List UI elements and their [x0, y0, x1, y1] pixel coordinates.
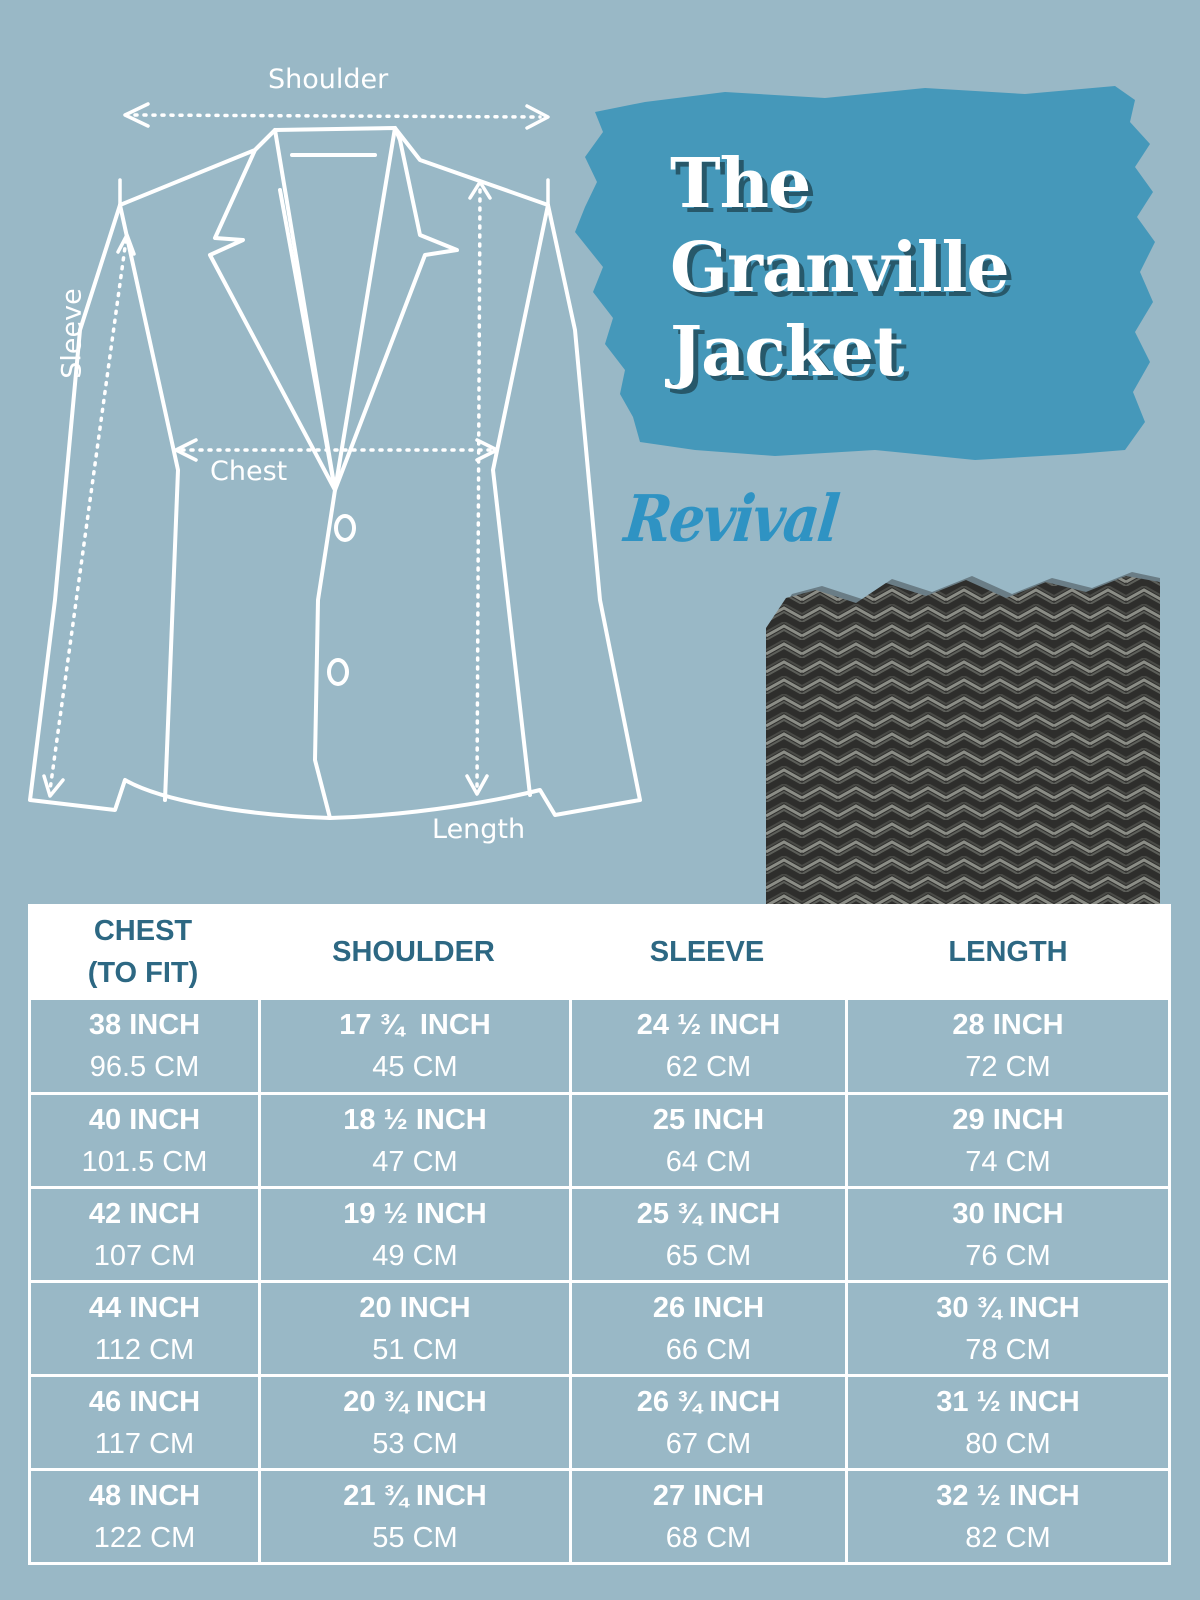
sleeve-cm-value: 65 CM	[665, 1239, 752, 1272]
shoulder-inch-value: 20 INCH	[359, 1291, 471, 1324]
sleeve-cell	[569, 1000, 845, 1092]
table-row	[31, 1468, 1168, 1562]
header-shoulder: SHOULDER	[332, 936, 495, 968]
sleeve-label: Sleeve	[56, 288, 88, 379]
chest-cell	[31, 1283, 258, 1374]
chest-cm-value: 107 CM	[93, 1239, 196, 1272]
sleeve-cm-value: 64 CM	[665, 1145, 752, 1178]
sleeve-cell	[569, 1283, 845, 1374]
header-sleeve: SLEEVE	[649, 936, 765, 968]
shoulder-cm-value: 53 CM	[372, 1427, 458, 1460]
sleeve-inch-value: 24 ½ INCH	[636, 1009, 781, 1041]
table-row	[31, 1374, 1168, 1468]
length-inch-value: 29 INCH	[952, 1103, 1064, 1136]
size-chart-table	[28, 904, 1171, 1565]
length-cm-value: 78 CM	[965, 1333, 1051, 1366]
shoulder-cell	[258, 1471, 569, 1562]
chest-label: Chest	[210, 456, 288, 487]
shoulder-inch-value: 18 ½ INCH	[343, 1103, 487, 1136]
length-cell	[845, 1000, 1168, 1092]
chest-inch-value: 38 INCH	[88, 1009, 201, 1041]
chest-inch-value: 42 INCH	[88, 1197, 201, 1230]
sleeve-cell	[569, 1377, 845, 1468]
shoulder-inch-value: 17 ¾ INCH	[339, 1009, 491, 1041]
header-length: LENGTH	[948, 936, 1068, 968]
header-chest	[28, 904, 258, 1000]
title-line-1: The	[670, 144, 811, 224]
length-cm-value: 72 CM	[965, 1051, 1051, 1083]
product-title	[670, 142, 1009, 394]
chest-cell	[31, 1471, 258, 1562]
sleeve-cm-value: 68 CM	[665, 1521, 752, 1554]
length-cell	[845, 1471, 1168, 1562]
length-cm-value: 82 CM	[965, 1521, 1051, 1554]
chest-cm-value: 101.5 CM	[81, 1145, 208, 1178]
length-cell	[845, 1377, 1168, 1468]
table-body	[28, 1000, 1171, 1565]
length-cm-value: 80 CM	[965, 1427, 1051, 1460]
sleeve-cm-value: 62 CM	[665, 1051, 752, 1083]
chest-cell	[31, 1189, 258, 1280]
shoulder-inch-value: 21 ¾ INCH	[343, 1479, 487, 1512]
shoulder-cm-value: 45 CM	[372, 1051, 458, 1083]
shoulder-cm-value: 51 CM	[372, 1333, 458, 1366]
shoulder-inch-value: 19 ½ INCH	[343, 1197, 487, 1230]
length-inch-value: 30 INCH	[952, 1197, 1064, 1230]
shoulder-cell	[258, 1283, 569, 1374]
fabric-swatch-image	[766, 568, 1160, 906]
length-inch-value: 30 ¾ INCH	[936, 1291, 1080, 1324]
sleeve-cell	[569, 1095, 845, 1186]
chest-cell	[31, 1095, 258, 1186]
length-cell	[845, 1189, 1168, 1280]
shoulder-cell	[258, 1189, 569, 1280]
brand-logo: Revival	[621, 481, 842, 557]
shoulder-cell	[258, 1000, 569, 1092]
title-line-2: Granville	[670, 228, 1009, 308]
shoulder-cell	[258, 1095, 569, 1186]
sleeve-inch-value: 25 ¾ INCH	[636, 1197, 781, 1230]
sleeve-inch-value: 26 ¾ INCH	[636, 1385, 781, 1418]
shoulder-cm-value: 49 CM	[372, 1239, 458, 1272]
shoulder-cm-value: 47 CM	[372, 1145, 458, 1178]
sleeve-cm-value: 67 CM	[665, 1427, 752, 1460]
table-header-row	[28, 904, 1171, 1000]
sleeve-cell	[569, 1189, 845, 1280]
chest-inch-value: 40 INCH	[88, 1103, 201, 1136]
sleeve-cell	[569, 1471, 845, 1562]
length-cm-value: 76 CM	[965, 1239, 1051, 1272]
shoulder-inch-value: 20 ¾ INCH	[343, 1385, 487, 1418]
table-row	[31, 1000, 1168, 1092]
chest-inch-value: 44 INCH	[88, 1291, 201, 1324]
length-inch-value: 28 INCH	[952, 1009, 1064, 1041]
chest-inch-value: 48 INCH	[88, 1479, 201, 1512]
length-inch-value: 32 ½ INCH	[936, 1479, 1080, 1512]
shoulder-cm-value: 55 CM	[372, 1521, 458, 1554]
header-chest-line2: (TO FIT)	[87, 957, 199, 989]
length-cell	[845, 1283, 1168, 1374]
chest-cm-value: 117 CM	[94, 1427, 195, 1460]
sleeve-inch-value: 26 INCH	[652, 1291, 765, 1324]
chest-cell	[31, 1377, 258, 1468]
title-line-3: Jacket	[670, 312, 904, 392]
sleeve-inch-value: 25 INCH	[652, 1103, 765, 1136]
table-row	[31, 1280, 1168, 1374]
chest-cell	[31, 1000, 258, 1092]
sleeve-cm-value: 66 CM	[665, 1333, 752, 1366]
chest-cm-value: 122 CM	[93, 1521, 196, 1554]
length-label: Length	[432, 814, 526, 845]
chest-cm-value: 96.5 CM	[89, 1051, 200, 1083]
shoulder-label: Shoulder	[268, 64, 389, 95]
shoulder-cell	[258, 1377, 569, 1468]
chest-inch-value: 46 INCH	[88, 1385, 201, 1418]
table-row	[31, 1092, 1168, 1186]
table-row	[31, 1186, 1168, 1280]
sleeve-inch-value: 27 INCH	[652, 1479, 765, 1512]
length-inch-value: 31 ½ INCH	[936, 1385, 1080, 1418]
length-cell	[845, 1095, 1168, 1186]
length-cm-value: 74 CM	[965, 1145, 1051, 1178]
chest-cm-value: 112 CM	[94, 1333, 195, 1366]
header-chest-line1: CHEST	[93, 915, 193, 947]
